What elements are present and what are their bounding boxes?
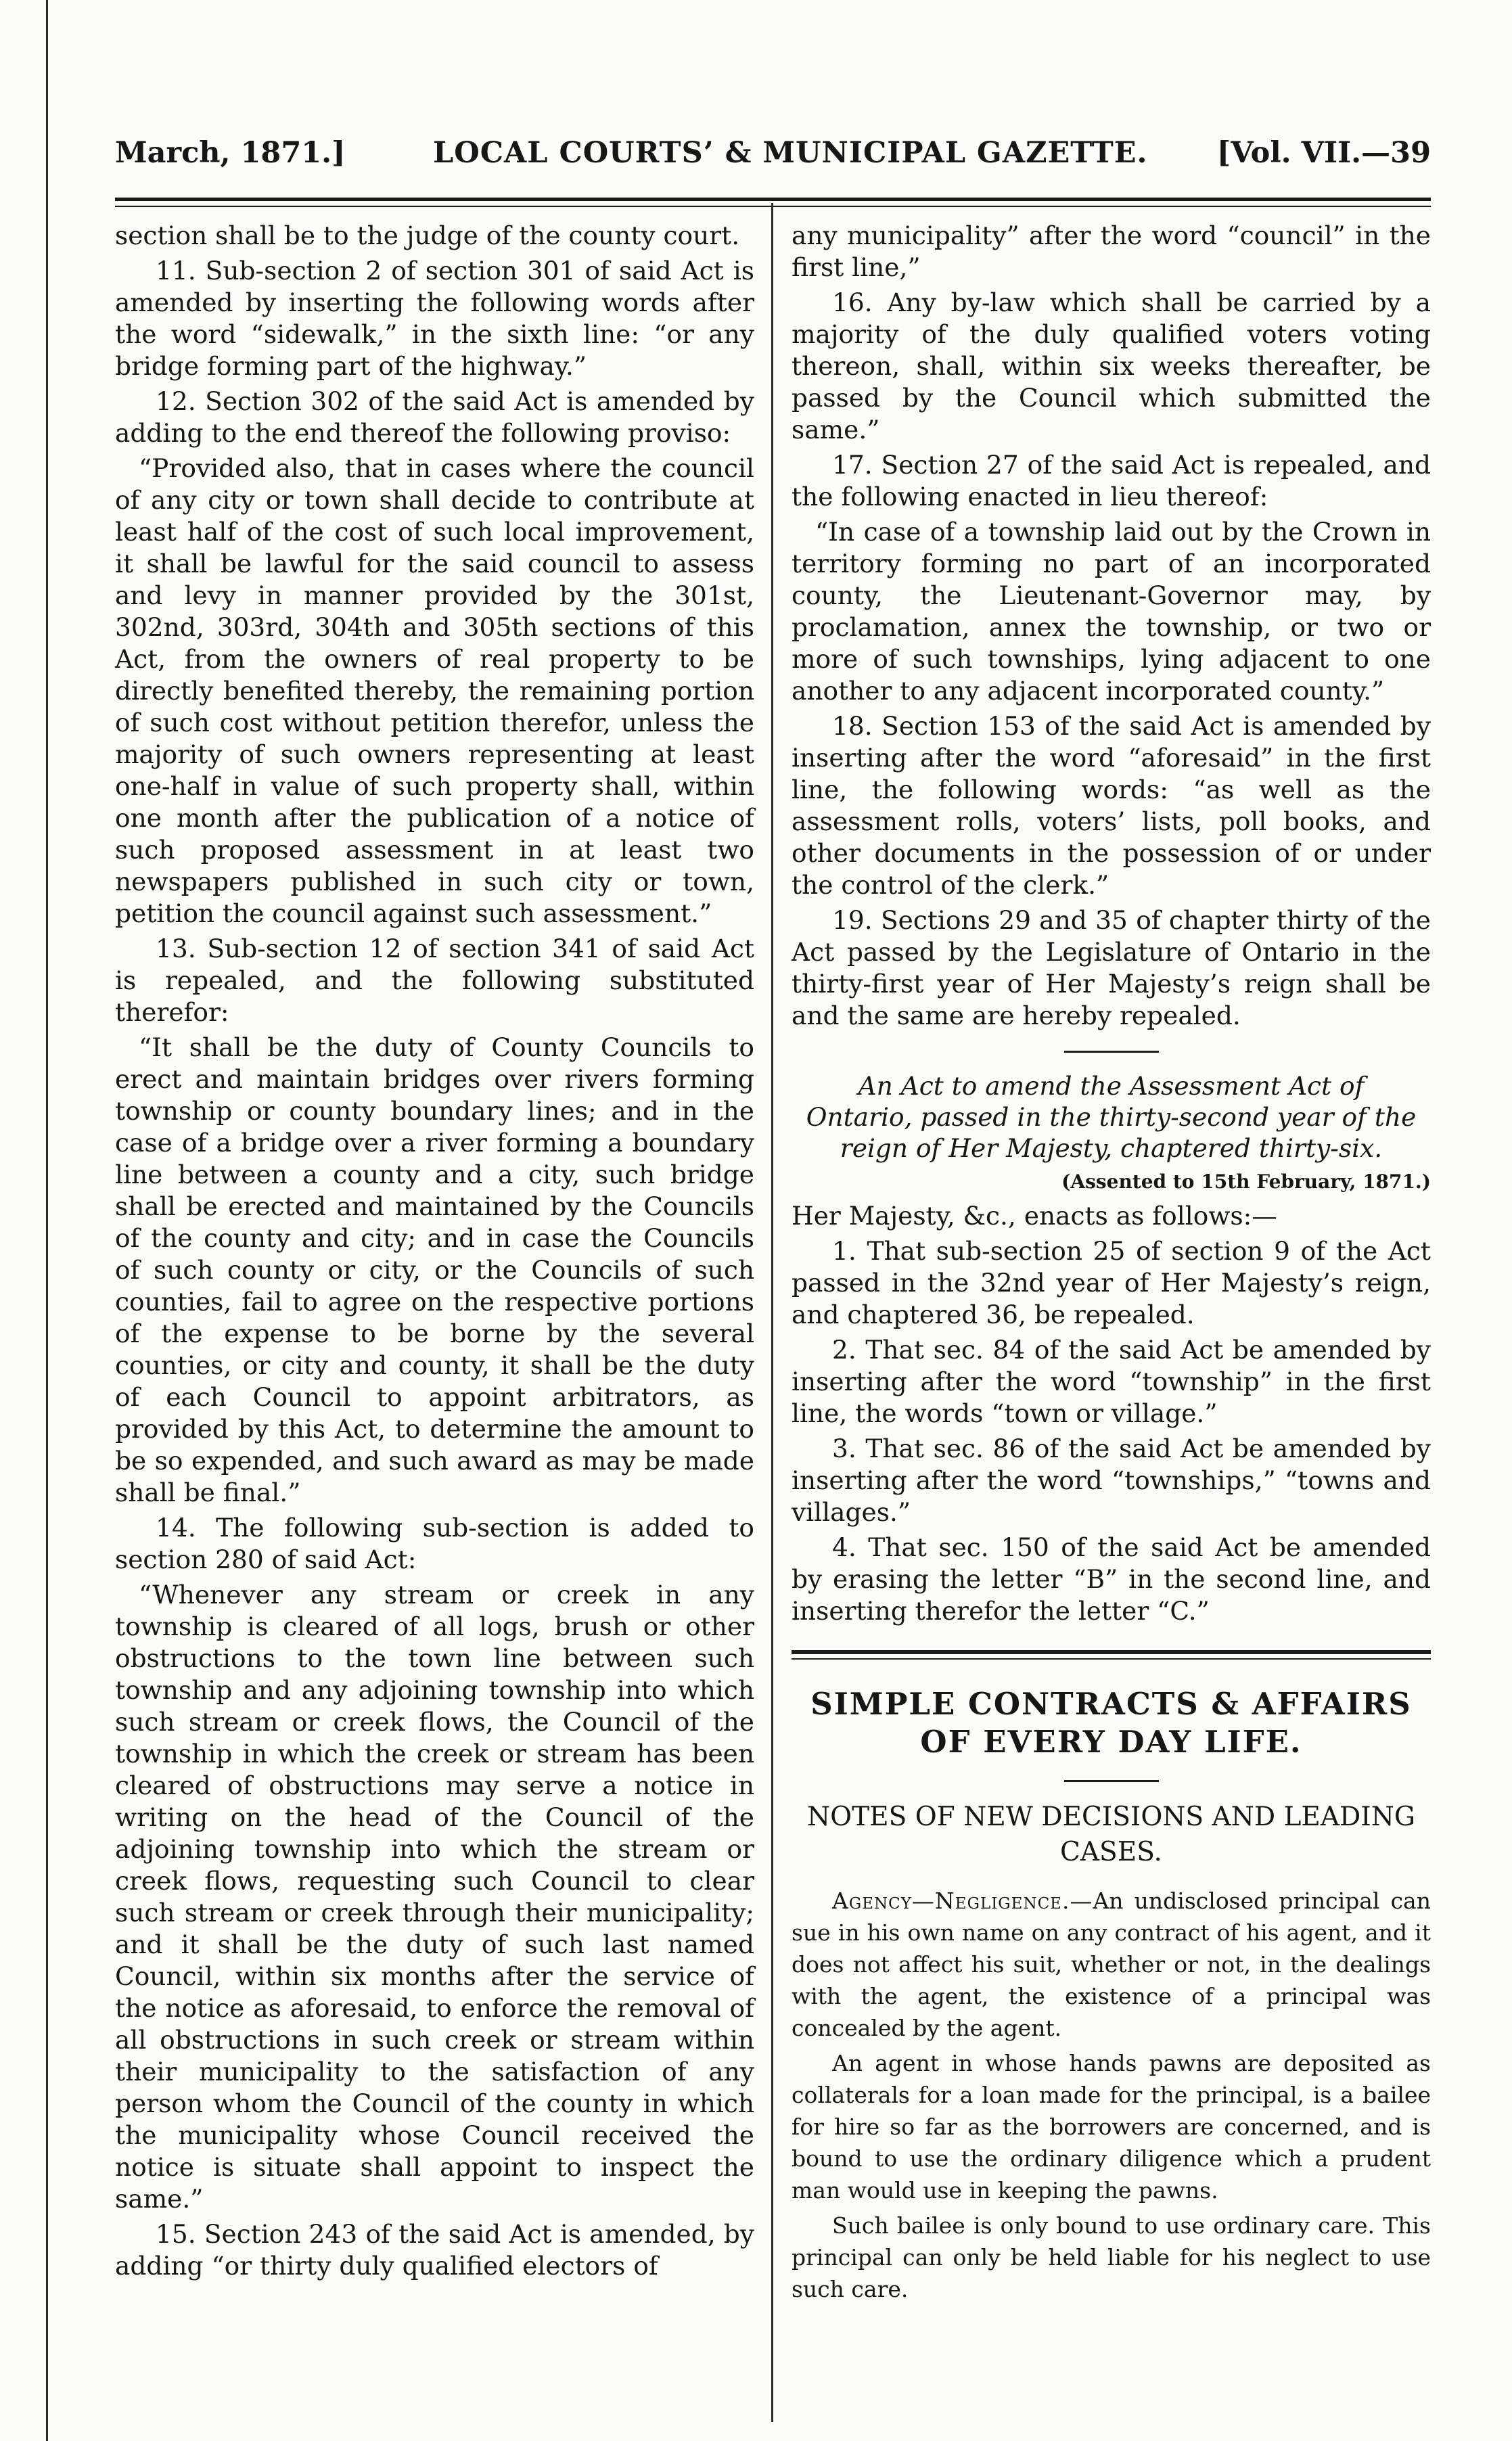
header-title: LOCAL COURTS’ & MUNICIPAL GAZETTE. [433, 136, 1148, 170]
paragraph: 2. That sec. 84 of the said Act be amended by inserting after the word “township” in the first line, the words “town or village.” [792, 1335, 1431, 1428]
quoted-paragraph: “It shall be the duty of County Councils to erect and maintain bridges over rivers forming township or county boundary lines; and in the case of a bridge over a river forming a boundary line between a county and a city, such bridge shall be erected and maintained by the Councils of the county and city; and in case the Councils of such county or city, or the Councils of such counties, fail to agree on the respective portions of the expense to be borne by the several counties, or city and county, it shall be the duty of each Council to appoint arbitrators, as provided by this Act, to determine the amount to be so expended, and such award as may be made shall be final.” [115, 1032, 754, 1507]
act-title: An Act to amend the Assessment Act of Ontario, passed in the thirty-second year of the reign of Her Majesty, chaptered thirty-six. [806, 1071, 1417, 1163]
paragraph: 15. Section 243 of the said Act is amended, by adding “or thirty duly qualified electors of [115, 2219, 754, 2281]
paragraph: 3. That sec. 86 of the said Act be amended by inserting after the word “townships,” “towns and villages.” [792, 1434, 1431, 1527]
page-header [115, 133, 1431, 180]
quoted-paragraph: “Whenever any stream or creek in any township is cleared of all logs, brush or other obstructions to the town line between such township and any adjoining township into which such stream or creek flows, the Council of the township in which the creek or stream has been cleared of obstructions may serve a notice in writing on the head of the Council of the adjoining township into which the stream or creek flows, requesting such Council to clear such stream or creek through their municipality; and it shall be the duty of such last named Council, within six months after the service of the notice as aforesaid, to enforce the removal of all obstructions in such creek or stream within their municipality to the satisfaction of any person whom the Council of the county in which the municipality whose Council received the notice is situate shall appoint to inspect the same.” [115, 1580, 754, 2214]
right-column [792, 220, 1431, 2308]
paragraph: 1. That sub-section 25 of section 9 of the Act passed in the 32nd year of Her Majesty’s reign, and chaptered 36, be repealed. [792, 1236, 1431, 1329]
quoted-paragraph: “In case of a township laid out by the Crown in territory forming no part of an incorporated county, the Lieutenant-Governor may, by proclamation, annex the township, or two or more of such townships, lying adjacent to one another to any adjacent incorporated county.” [792, 517, 1431, 706]
paragraph: 11. Sub-section 2 of section 301 of said Act is amended by inserting the following words after the word “sidewalk,” in the sixth line: “or any bridge forming part of the highway.” [115, 256, 754, 381]
header-rule-thick [115, 198, 1431, 201]
case-heading: Agency—Negligence.— [832, 1888, 1093, 1914]
quoted-paragraph: “Provided also, that in cases where the council of any city or town shall decide to contribute at least half of the cost of such local improvement, it shall be lawful for the said council to assess and levy in manner provided by the 301st, 302nd, 303rd, 304th and 305th sections of this Act, from the owners of real property to be directly benefited thereby, the remaining portion of such cost without petition therefor, unless the majority of such owners representing at least one-half in value of such property shall, within one month after the publication of a notice of such proposed assessment in at least two newspapers published in such city or town, petition the council against such assessment.” [115, 453, 754, 928]
section-divider [792, 1650, 1431, 1660]
paragraph: Her Majesty, &c., enacts as follows:— [792, 1201, 1277, 1231]
header-date: March, 1871.] [115, 136, 346, 170]
paragraph: 12. Section 302 of the said Act is amended by adding to the end thereof the following proviso: [115, 386, 754, 448]
column-divider [771, 203, 773, 2422]
paragraph: 4. That sec. 150 of the said Act be amended by erasing the letter “B” in the second line, and inserting therefor the letter “C.” [792, 1532, 1431, 1626]
paragraph: 14. The following sub-section is added to section 280 of said Act: [115, 1513, 754, 1574]
section-title-line2: OF EVERY DAY LIFE. [920, 1724, 1302, 1760]
case-note: An agent in whose hands pawns are deposited as collaterals for a loan made for the principal, is a bailee for hire so far as the borrowers are concerned, and is bound to use the ordinary diligence which a prudent man would use in keeping the pawns. [792, 2050, 1431, 2204]
subsection-title: NOTES OF NEW DECISIONS AND LEADING CASES. [807, 1802, 1415, 1867]
header-volume: [Vol. VII.—39 [1216, 136, 1431, 170]
paragraph: 16. Any by-law which shall be carried by a majority of the duly qualified voters voting thereon, shall, within six weeks thereafter, be passed by the Council which submitted the same.” [792, 288, 1431, 444]
paragraph: any municipality” after the word “council” in the first line,” [792, 221, 1431, 282]
section-title-line1: SIMPLE CONTRACTS & AFFAIRS [810, 1686, 1412, 1722]
paragraph: 19. Sections 29 and 35 of chapter thirty of the Act passed by the Legislature of Ontario in the thirty-first year of Her Majesty’s reign shall be and the same are hereby repealed. [792, 905, 1431, 1030]
assented-date: (Assented to 15th February, 1871.) [1061, 1170, 1431, 1193]
short-divider [1064, 1780, 1159, 1782]
paragraph: section shall be to the judge of the county court. [115, 221, 740, 250]
paragraph: 17. Section 27 of the said Act is repealed, and the following enacted in lieu thereof: [792, 450, 1431, 511]
paragraph: 18. Section 153 of the said Act is amended by inserting after the word “aforesaid” in the first line, the following words: “as well as the assessment rolls, voters’ lists, poll books, and other documents in the possession of or under the control of the clerk.” [792, 711, 1431, 900]
paragraph: 13. Sub-section 12 of section 341 of said Act is repealed, and the following substituted therefor: [115, 934, 754, 1027]
left-column [115, 220, 754, 2285]
case-note: Such bailee is only bound to use ordinary care. This principal can only be held liable for his neglect to use such care. [792, 2212, 1431, 2302]
short-divider [1064, 1051, 1159, 1053]
case-note [792, 1885, 1431, 2044]
case-text: An undisclosed principal can sue in his own name on any contract of his agent, and it does not affect his suit, whether or not, in the dealings with the agent, the existence of a principal was concealed by the agent. [792, 1888, 1431, 2041]
page-edge-line [46, 0, 48, 2441]
